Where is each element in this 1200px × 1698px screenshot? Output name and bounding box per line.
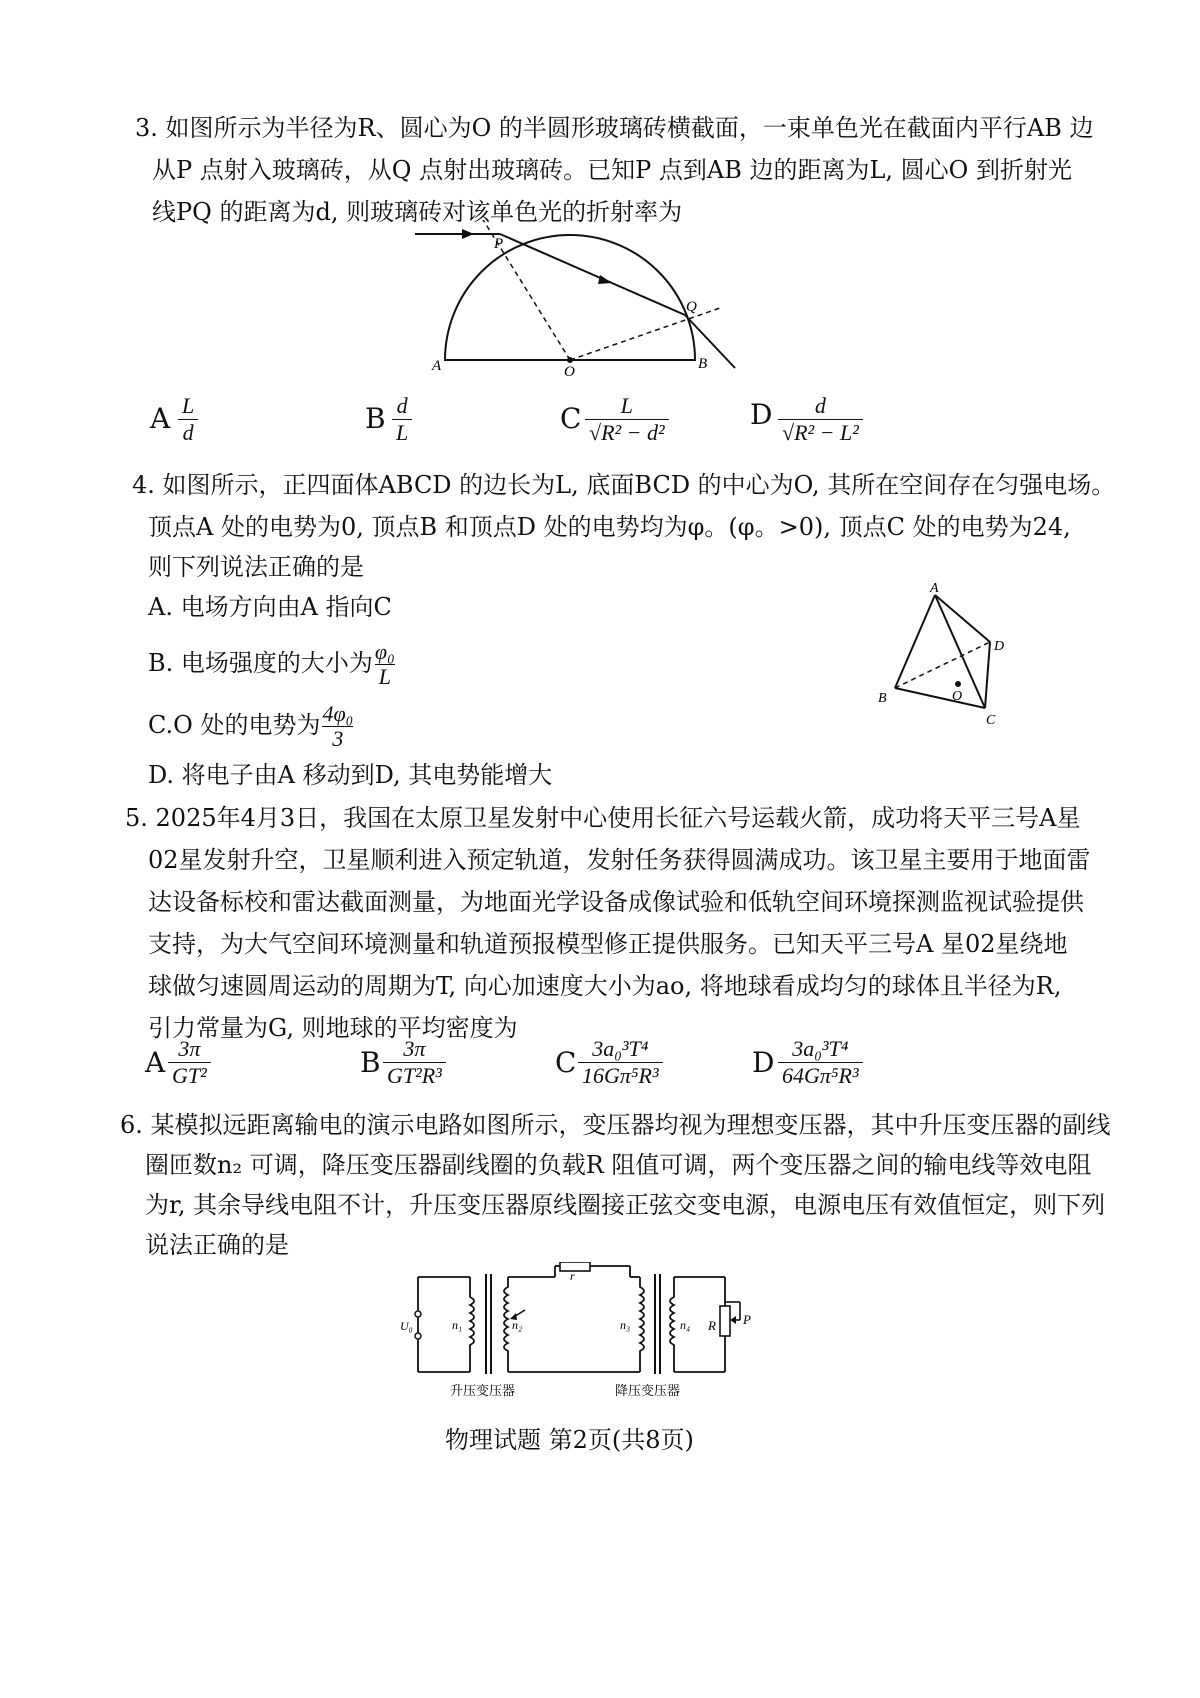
q5-choice-b-letter: B bbox=[360, 1046, 381, 1079]
q5-choice-b-fraction: 3π GT²R³ bbox=[383, 1036, 446, 1089]
q3-choice-b-letter: B bbox=[365, 402, 386, 435]
label-a: A bbox=[930, 581, 939, 596]
q5-choice-a-fraction: 3π GT² bbox=[168, 1036, 211, 1089]
label-c: C bbox=[986, 713, 996, 728]
q5-line-4: 支持，为大气空间环境测量和轨道预报模型修正提供服务。已知天平三号A 星02星绕地 bbox=[148, 930, 1068, 958]
q4-line-3: 则下列说法正确的是 bbox=[148, 553, 364, 581]
label-p: P bbox=[494, 236, 504, 252]
q3-choice-a-fraction: L d bbox=[178, 393, 198, 446]
label-q: Q bbox=[686, 299, 697, 315]
label-d: D bbox=[994, 639, 1005, 654]
label-u0: U₀ bbox=[400, 1319, 413, 1333]
label-n1: n₁ bbox=[452, 1318, 463, 1332]
q3-line-2: 从P 点射入玻璃砖，从Q 点射出玻璃砖。已知P 点到AB 边的距离为L, 圆心O 到折射光 bbox=[152, 156, 1072, 184]
q6-line-3: 为r, 其余导线电阻不计，升压变压器原线圈接正弦交变电源，电源电压有效值恒定，则下列 bbox=[145, 1191, 1106, 1219]
q4-option-b: B. 电场强度的大小为 $\frac{\text{φ₀}}{L}$ bbox=[148, 639, 395, 689]
q6-line-4: 说法正确的是 bbox=[145, 1231, 289, 1259]
q5-line-5: 球做匀速圆周运动的周期为T, 向心加速度大小为ao, 将地球看成均匀的球体且半径为R, bbox=[148, 972, 1062, 1000]
q3-choice-a-letter: A bbox=[150, 402, 171, 435]
label-b: B bbox=[878, 691, 887, 706]
semicircle-glass-figure bbox=[410, 220, 770, 400]
label-P: P bbox=[743, 1312, 751, 1327]
label-a: A bbox=[432, 358, 442, 374]
q5-choice-a-letter: A bbox=[145, 1046, 166, 1079]
q4-option-d: D. 将电子由A 移动到D, 其电势能增大 bbox=[148, 761, 553, 789]
q3-choice-b-fraction: d L bbox=[392, 393, 412, 446]
q3-choice-d-letter: D bbox=[750, 398, 773, 431]
label-step-down: 降压变压器 bbox=[615, 1384, 681, 1399]
label-R: R bbox=[708, 1318, 716, 1333]
q4-line-2: 顶点A 处的电势为0, 顶点B 和顶点D 处的电势均为φ。(φ。>0), 顶点C 处的电势为24, bbox=[148, 513, 1071, 541]
label-o: O bbox=[952, 689, 963, 704]
label-b: B bbox=[698, 356, 708, 372]
q3-choice-d-fraction: d √R² − L² bbox=[778, 393, 863, 446]
label-step-up: 升压变压器 bbox=[450, 1384, 516, 1399]
q5-line-6: 引力常量为G, 则地球的平均密度为 bbox=[148, 1014, 518, 1042]
q3-choice-c-letter: C bbox=[560, 402, 582, 435]
q5-line-3: 达设备标校和雷达截面测量，为地面光学设备成像试验和低轨空间环境探测监视试验提供 bbox=[148, 888, 1084, 916]
label-n4: n₄ bbox=[680, 1318, 691, 1332]
label-r: r bbox=[570, 1269, 575, 1283]
q6-line-1: 6. 某模拟远距离输电的演示电路如图所示，变压器均视为理想变压器，其中升压变压器的副线 bbox=[120, 1111, 1111, 1139]
q3-line-1: 3. 如图所示为半径为R、圆心为O 的半圆形玻璃砖横截面，一束单色光在截面内平行AB 边 bbox=[135, 114, 1094, 142]
q4-option-c: C.O 处的电势为 $\frac{\text{4φ₀}}{3}$ bbox=[148, 701, 354, 751]
tetrahedron-figure bbox=[870, 580, 1020, 740]
q4-option-a: A. 电场方向由A 指向C bbox=[148, 593, 392, 621]
label-n2: n₂ bbox=[512, 1318, 523, 1332]
q4-line-1: 4. 如图所示，正四面体ABCD 的边长为L, 底面BCD 的中心为O, 其所在空间存在匀强电场。 bbox=[132, 471, 1116, 499]
q5-choice-d-fraction: 3a₀³T⁴ 64Gπ⁵R³ bbox=[778, 1036, 863, 1089]
label-o: O bbox=[564, 364, 575, 380]
q5-choice-c-letter: C bbox=[555, 1046, 577, 1079]
page-footer: 物理试题 第2页(共8页) bbox=[445, 1426, 694, 1454]
q5-line-1: 5. 2025年4月3日，我国在太原卫星发射中心使用长征六号运载火箭，成功将天平三号A星 bbox=[125, 804, 1081, 832]
q5-line-2: 02星发射升空，卫星顺利进入预定轨道，发射任务获得圆满成功。该卫星主要用于地面雷 bbox=[148, 846, 1091, 874]
q5-choice-c-fraction: 3a₀³T⁴ 16Gπ⁵R³ bbox=[578, 1036, 663, 1089]
q5-choice-d-letter: D bbox=[752, 1046, 775, 1079]
q3-choice-c-fraction: L √R² − d² bbox=[585, 393, 669, 446]
q6-line-2: 圈匝数n₂ 可调，降压变压器副线圈的负载R 阻值可调，两个变压器之间的输电线等效电阻 bbox=[145, 1151, 1092, 1179]
label-n3: n₃ bbox=[620, 1318, 631, 1332]
transmission-circuit-figure bbox=[400, 1262, 760, 1402]
q3-line-3: 线PQ 的距离为d, 则玻璃砖对该单色光的折射率为 bbox=[152, 198, 683, 226]
